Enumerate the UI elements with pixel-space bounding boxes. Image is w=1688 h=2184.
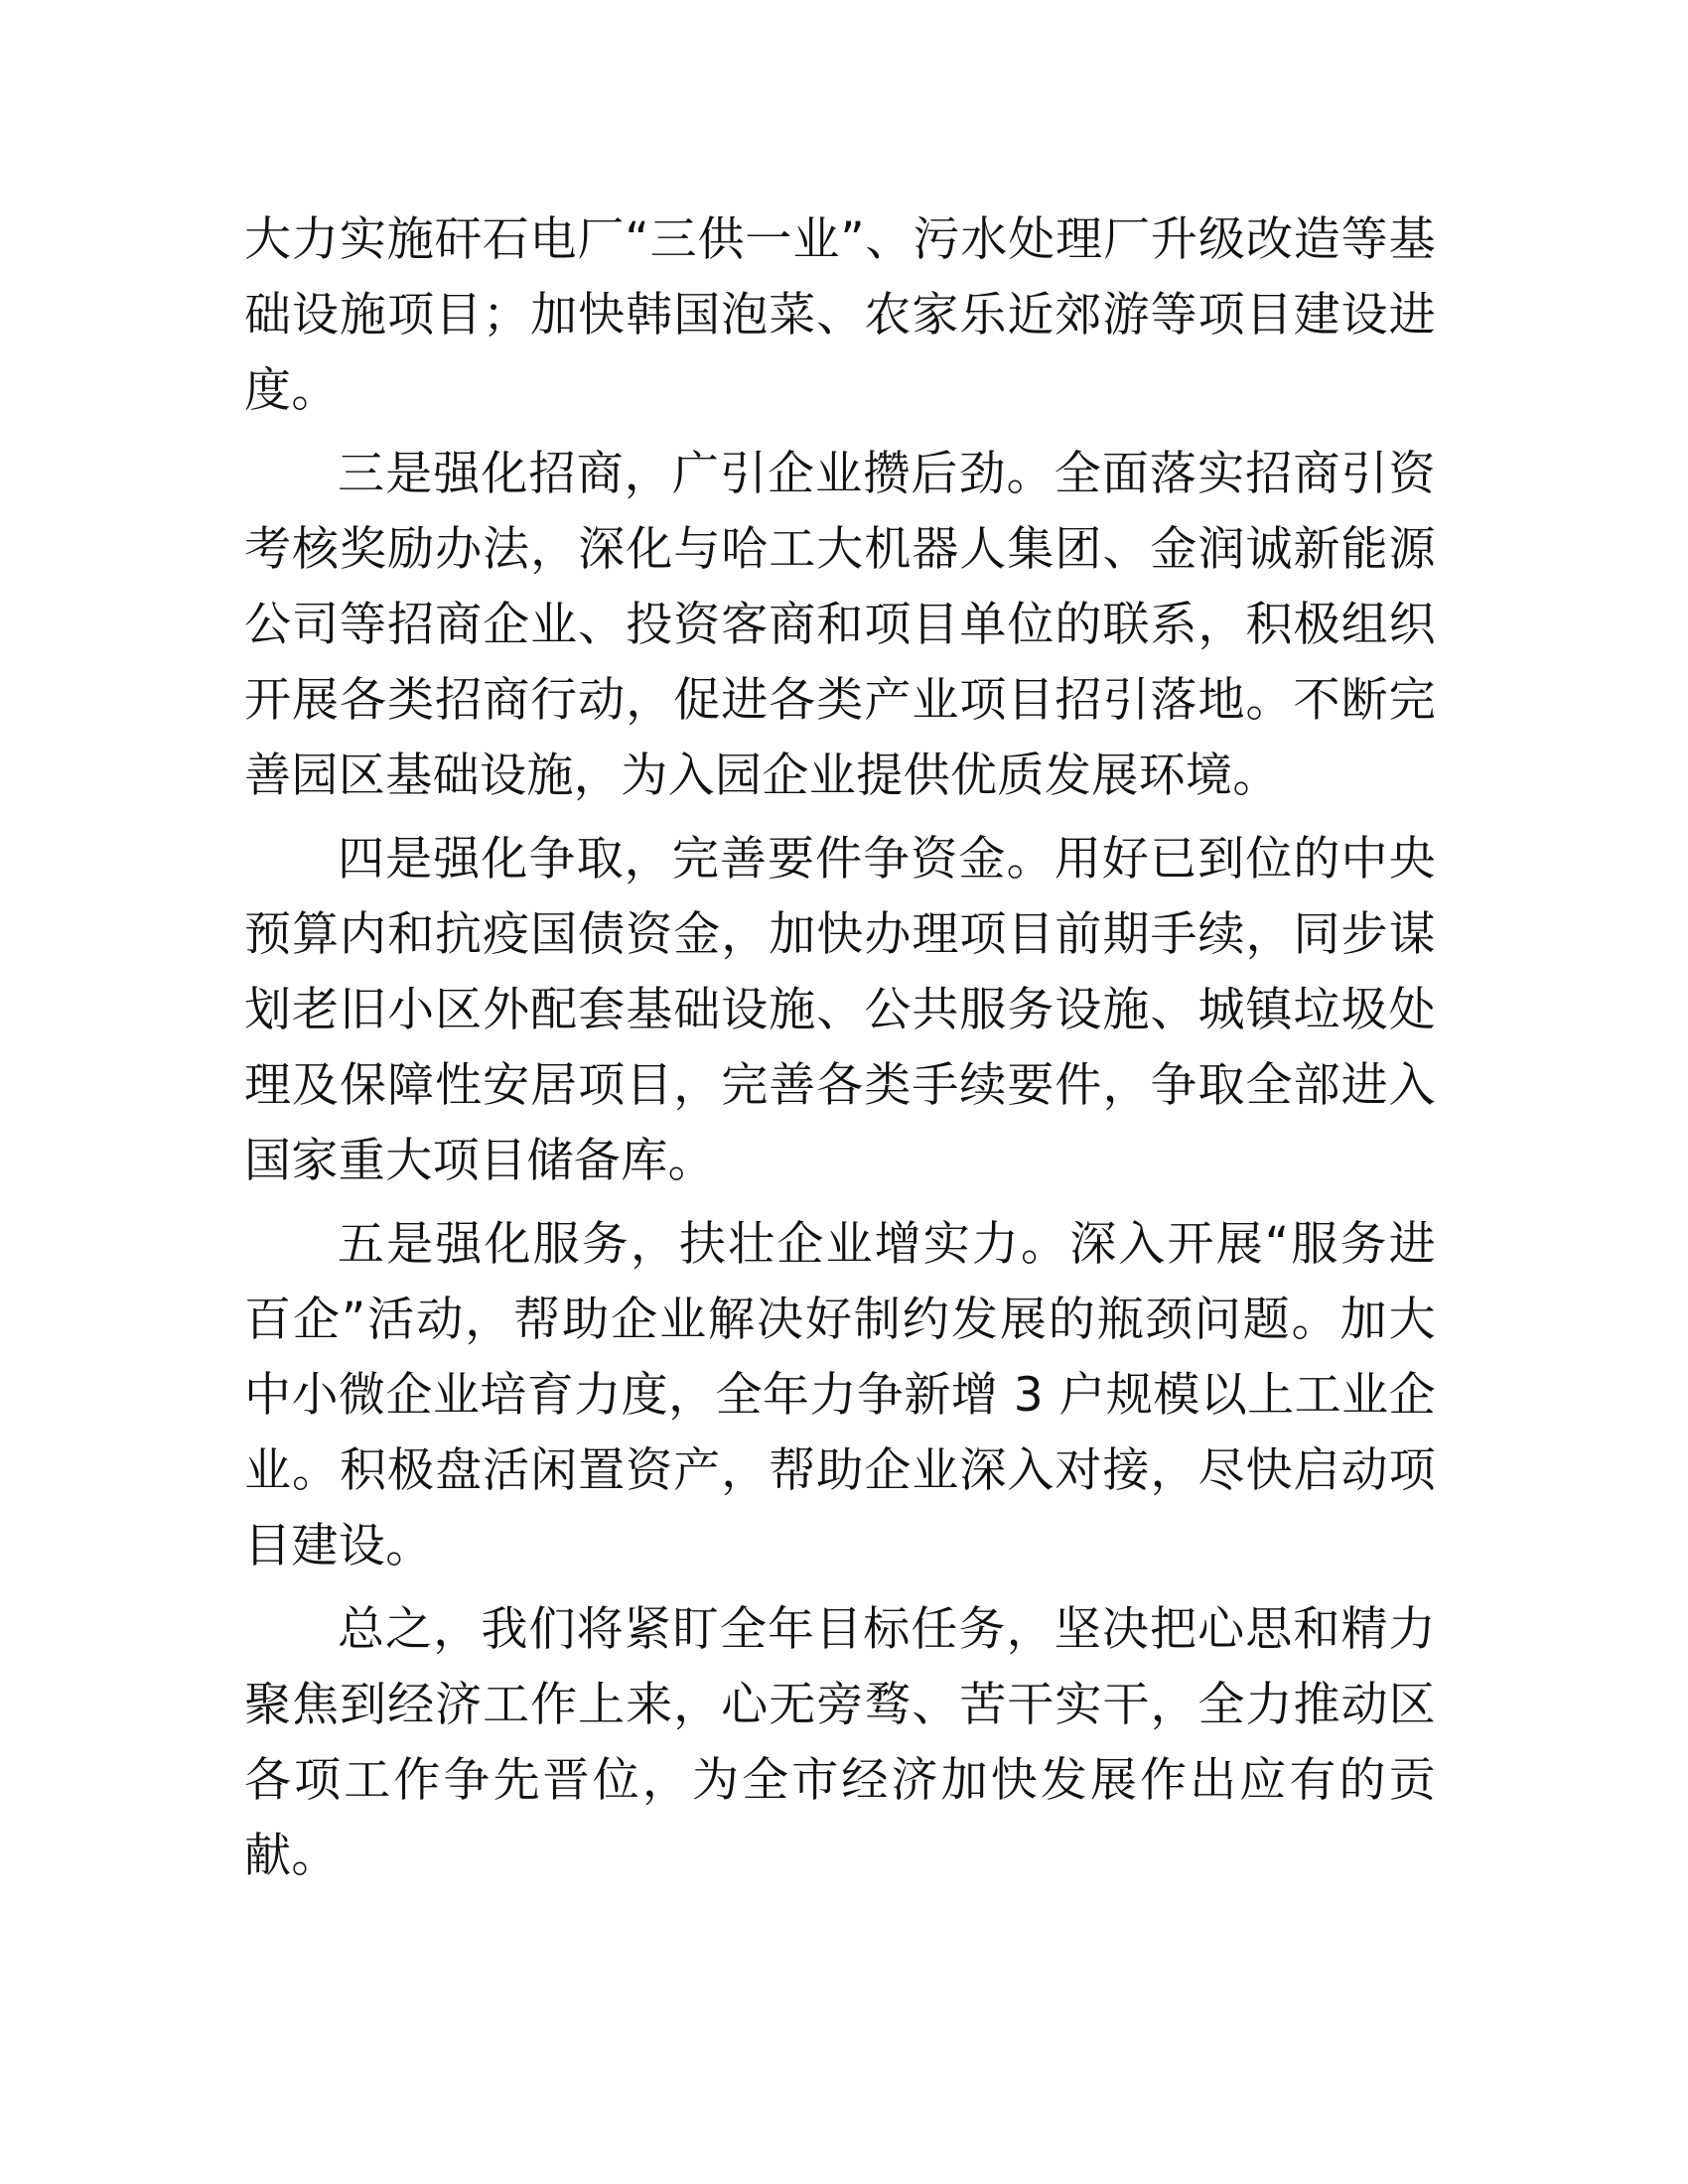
paragraph-service: 五是强化服务，扶壮企业增实力。深入开展“服务进百企”活动，帮助企业解决好制约发展的瓶颈问题。加大中小微企业培育力度，全年力争新增 3 户规模以上工业企业。积极盘活闲置资产，帮助企业深入对接，尽快启动项目建设。 bbox=[244, 1217, 1436, 1573]
paragraph-conclusion: 总之，我们将紧盯全年目标任务，坚决把心思和精力聚焦到经济工作上来，心无旁骛、苦干实干，全力推动区各项工作争先晋位，为全市经济加快发展作出应有的贡献。 bbox=[244, 1602, 1436, 1883]
paragraph-investment: 三是强化招商，广引企业攒后劲。全面落实招商引资考核奖励办法，深化与哈工大机器人集团、金润诚新能源公司等招商企业、投资客商和项目单位的联系，积极组织开展各类招商行动，促进各类产业项目招引落地。不断完善园区基础设施，为入园企业提供优质发展环境。 bbox=[244, 447, 1436, 803]
body-text bbox=[244, 203, 1436, 1894]
paragraph-funding: 四是强化争取，完善要件争资金。用好已到位的中央预算内和抗疫国债资金，加快办理项目前期手续，同步谋划老旧小区外配套基础设施、公共服务设施、城镇垃圾处理及保障性安居项目，完善各类手续要件，争取全部进入国家重大项目储备库。 bbox=[244, 832, 1436, 1188]
paragraph-continuation: 大力实施矸石电厂“三供一业”、污水处理厂升级改造等基础设施项目；加快韩国泡菜、农家乐近郊游等项目建设进度。 bbox=[244, 212, 1436, 418]
